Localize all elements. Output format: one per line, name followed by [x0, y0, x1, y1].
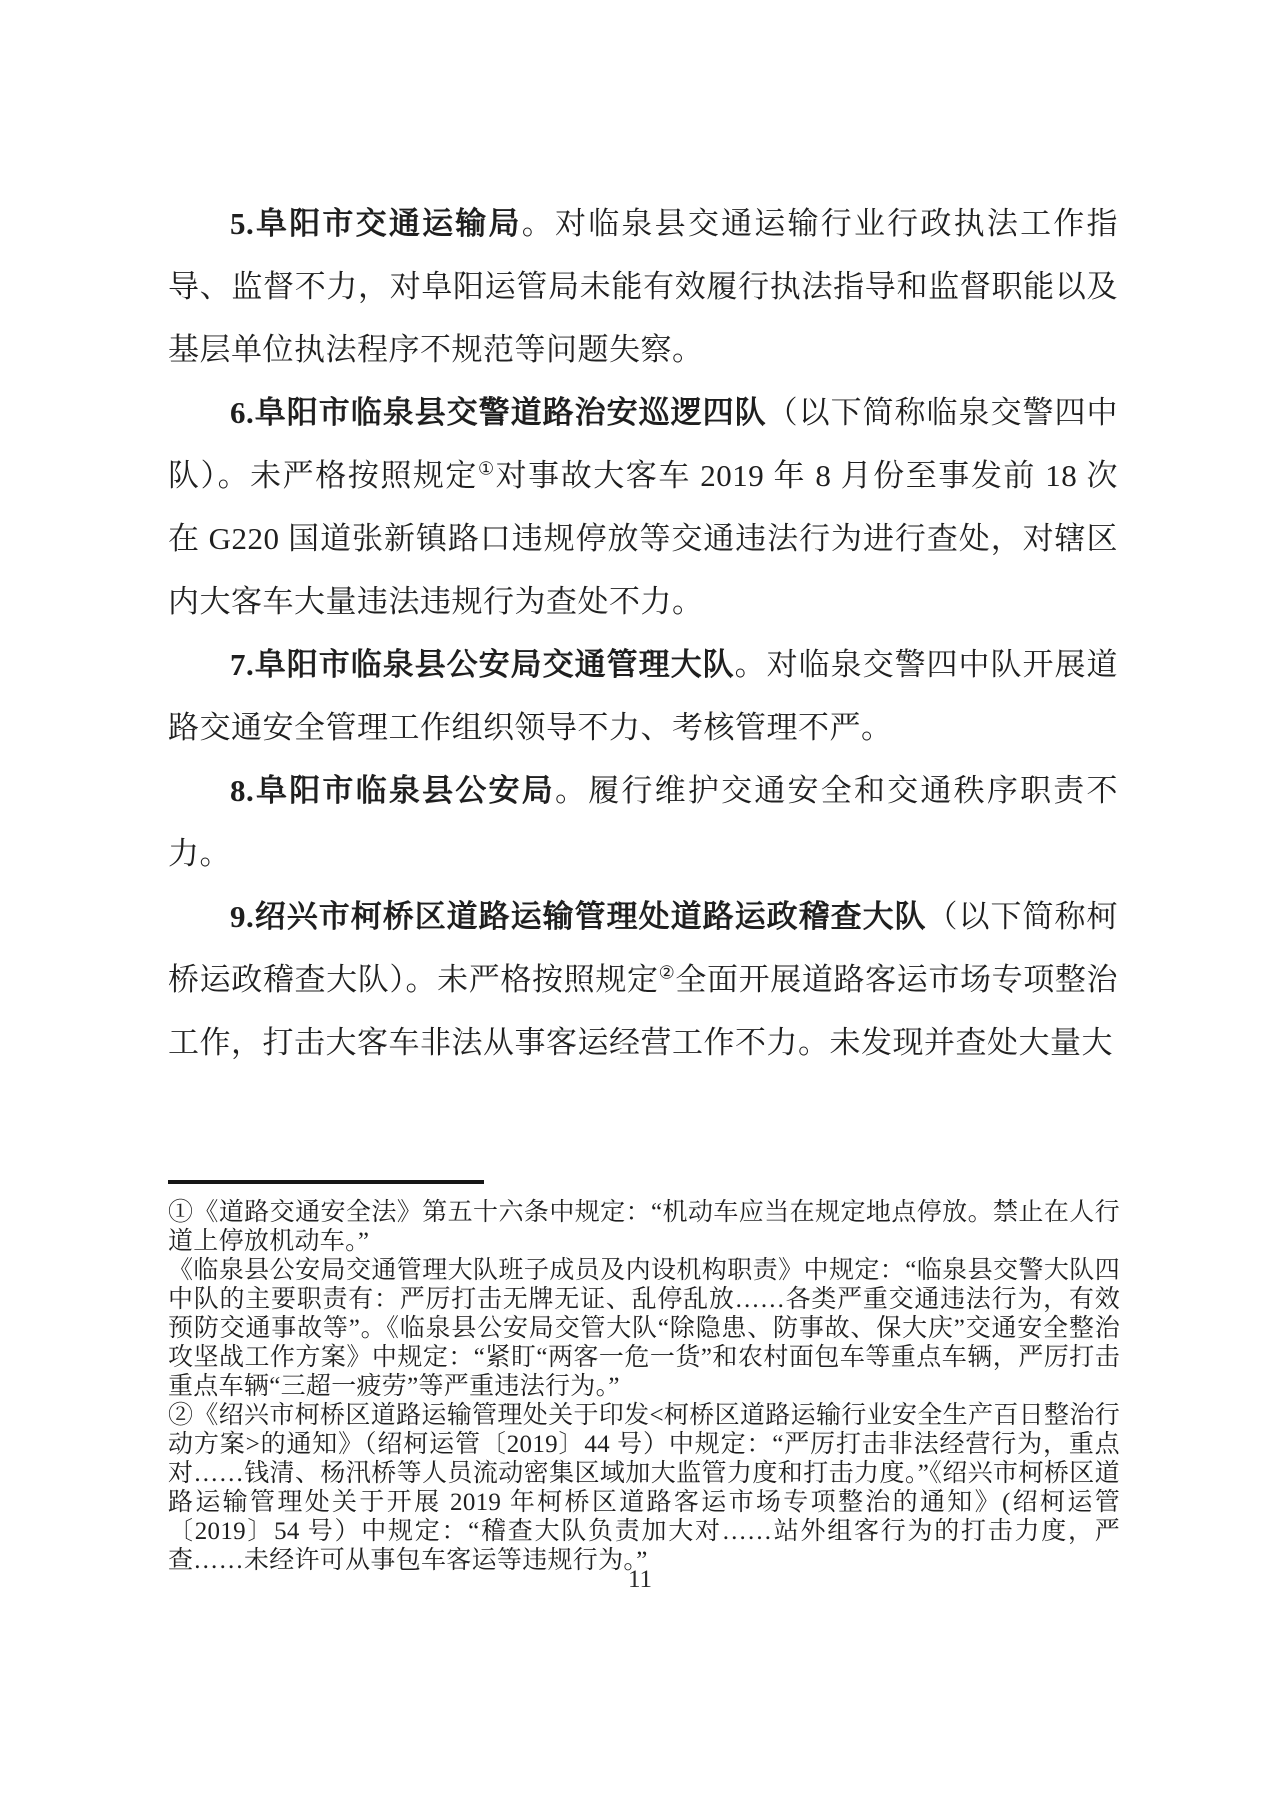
paragraph-text: 。对临泉县交通运输行业行政执法工作指导、监督不力，对阜阳运管局未能有效履行执法指导和监督职能以及基层单位执法程序不规范等问题失察。: [168, 206, 1119, 367]
footnote-ref-1: ①: [477, 458, 496, 479]
paragraph-text: 全面开展道路客运市场专项整治工作，打击大客车非法从事客运经营工作不力。未发现并查处大量大: [168, 962, 1119, 1060]
document-body: [168, 192, 1118, 1074]
body-paragraph-7: [168, 633, 1118, 759]
footnote-2-marker: ②: [168, 1402, 194, 1429]
org-name-bold: 7.阜阳市临泉县公安局交通管理大队: [230, 647, 735, 682]
body-paragraph-6: [168, 381, 1118, 633]
footnote-1-marker: ①: [168, 1199, 194, 1226]
footnote-1: [168, 1198, 1120, 1256]
body-paragraph-8: [168, 759, 1118, 885]
paragraph-text: 。履行维护交通安全和交通秩序职责不力。: [168, 773, 1119, 871]
footnote-1-continued: 《临泉县公安局交通管理大队班子成员及内设机构职责》中规定：“临泉县交警大队四中队的主要职责有：严厉打击无牌无证、乱停乱放……各类严重交通违法行为，有效预防交通事故等”。《临泉县公安局交管大队“除隐患、防事故、保大庆”交通安全整治攻坚战工作方案》中规定：“紧盯“两客一危一货”和农村面包车等重点车辆，严厉打击重点车辆“三超一疲劳”等严重违法行为。”: [168, 1257, 1120, 1400]
footnote-separator: [168, 1180, 484, 1184]
org-name-bold: 9.绍兴市柯桥区道路运输管理处道路运政稽查大队: [230, 899, 927, 934]
footnote-2: [168, 1401, 1120, 1575]
paragraph-text: 对事故大客车 2019 年 8 月份至事发前 18 次在 G220 国道张新镇路口违规停放等交通违法行为进行查处，对辖区内大客车大量违法违规行为查处不力。: [168, 458, 1119, 619]
org-name-bold: 8.阜阳市临泉县公安局: [230, 773, 555, 808]
footnotes-section: [168, 1198, 1120, 1575]
footnote-ref-2: ②: [658, 962, 676, 983]
org-name-bold: 6.阜阳市临泉县交警道路治安巡逻四队: [230, 395, 767, 430]
footnote-1-text: 《道路交通安全法》第五十六条中规定：“机动车应当在规定地点停放。禁止在人行道上停放机动车。”: [168, 1199, 1120, 1255]
page-number: 11: [627, 1566, 653, 1593]
paragraph-text: 。对临泉交警四中队开展道路交通安全管理工作组织领导不力、考核管理不严。: [168, 647, 1119, 745]
paragraph-text: （以下简称临泉交警四中队）。未严格按照规定: [168, 395, 1119, 493]
footnote-2-text: 《绍兴市柯桥区道路运输管理处关于印发<柯桥区道路运输行业安全生产百日整治行动方案>的通知》（绍柯运管〔2019〕44 号）中规定：“严厉打击非法经营行为，重点对……钱清、杨汛桥等人员流动密集区域加大监管力度和打击力度。”《绍兴市柯桥区道路运输管理处关于开展 2019 年柯桥区道路客运市场专项整治的通知》(绍柯运管〔2019〕54 号）中规定：“稽查大队负责加大对……站外组客行为的打击力度，严查……未经许可从事包车客运等违规行为。”: [168, 1402, 1120, 1574]
org-name-bold: 5.阜阳市交通运输局: [230, 206, 522, 241]
body-paragraph-5: [168, 192, 1118, 381]
paragraph-text: （以下简称柯桥运政稽查大队）。未严格按照规定: [168, 899, 1118, 997]
body-paragraph-9: [168, 885, 1118, 1074]
